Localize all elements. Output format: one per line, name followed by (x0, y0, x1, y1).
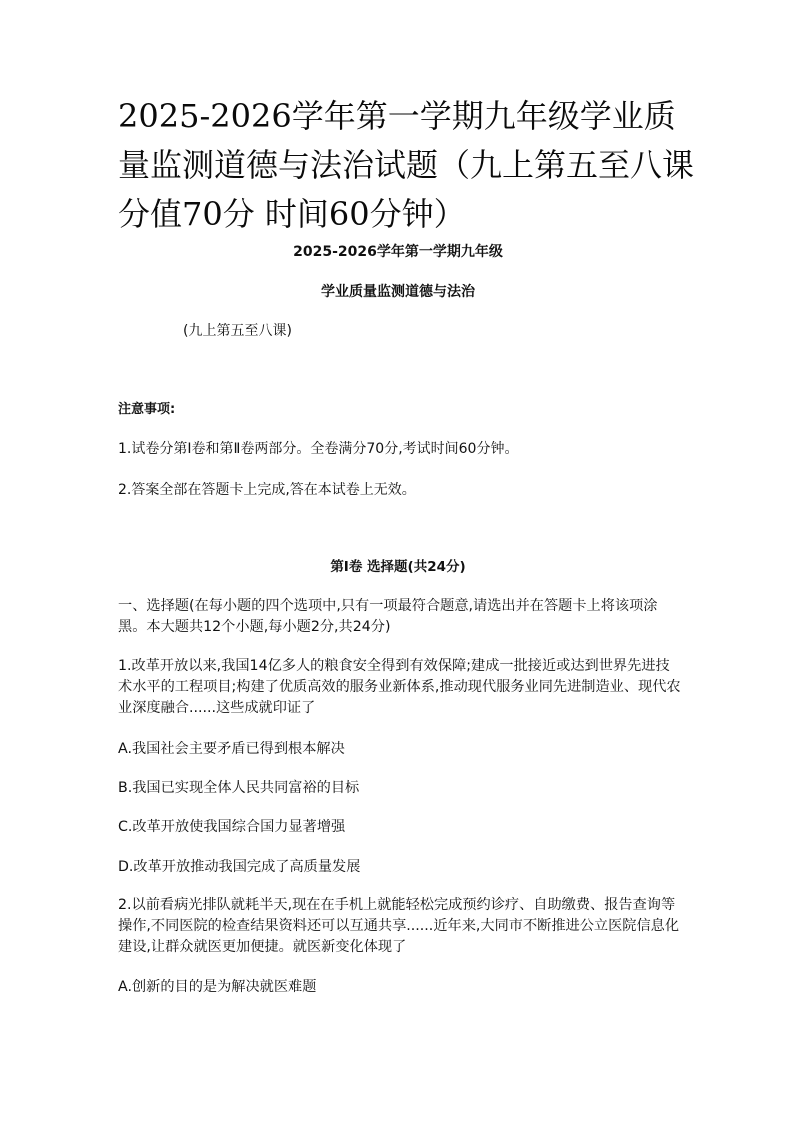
notes-heading: 注意事项: (118, 402, 176, 417)
question-option: D.改革开放推动我国完成了高质量发展 (118, 859, 361, 875)
exam-subtitle-line2: 学业质量监测道德与法治 (321, 284, 475, 300)
section-instructions: 一、选择题(在每小题的四个选项中,只有一项最符合题意,请选出并在答题卡上将该项涂黑。本大题共12个小题,每小题2分,共24分) (118, 598, 658, 635)
note-item: 1.试卷分第Ⅰ卷和第Ⅱ卷两部分。全卷满分70分,考试时间60分钟。 (118, 441, 519, 457)
note-item: 2.答案全部在答题卡上完成,答在本试卷上无效。 (118, 482, 416, 498)
question-option: B.我国已实现全体人民共同富裕的目标 (118, 780, 360, 796)
question-stem: 1.改革开放以来,我国14亿多人的粮食安全得到有效保障;建成一批接近或达到世界先进技术水平的工程项目;构建了优质高效的服务业新体系,推动现代服务业同先进制造业、现代农业深度融合......这些成就印证了 (118, 658, 681, 716)
exam-subtitle-line1: 2025-2026学年第一学期九年级 (293, 244, 503, 260)
question-stem: 2.以前看病光排队就耗半天,现在在手机上就能轻松完成预约诊疗、自助缴费、报告查询等操作,不同医院的检查结果资料还可以互通共享......近年来,大同市不断推进公立医院信息化建设,让群众就医更加便捷。就医新变化体现了 (118, 897, 680, 955)
section-title: 第Ⅰ卷 选择题(共24分) (330, 559, 466, 575)
document-title: 2025-2026学年第一学期九年级学业质量监测道德与法治试题（九上第五至八课 分值70分 时间60分钟） (118, 97, 695, 233)
question-option: A.我国社会主要矛盾已得到根本解决 (118, 741, 345, 757)
question-option: A.创新的目的是为解决就医难题 (118, 979, 317, 995)
question-option: C.改革开放使我国综合国力显著增强 (118, 819, 346, 835)
exam-scope: (九上第五至八课) (183, 323, 292, 339)
